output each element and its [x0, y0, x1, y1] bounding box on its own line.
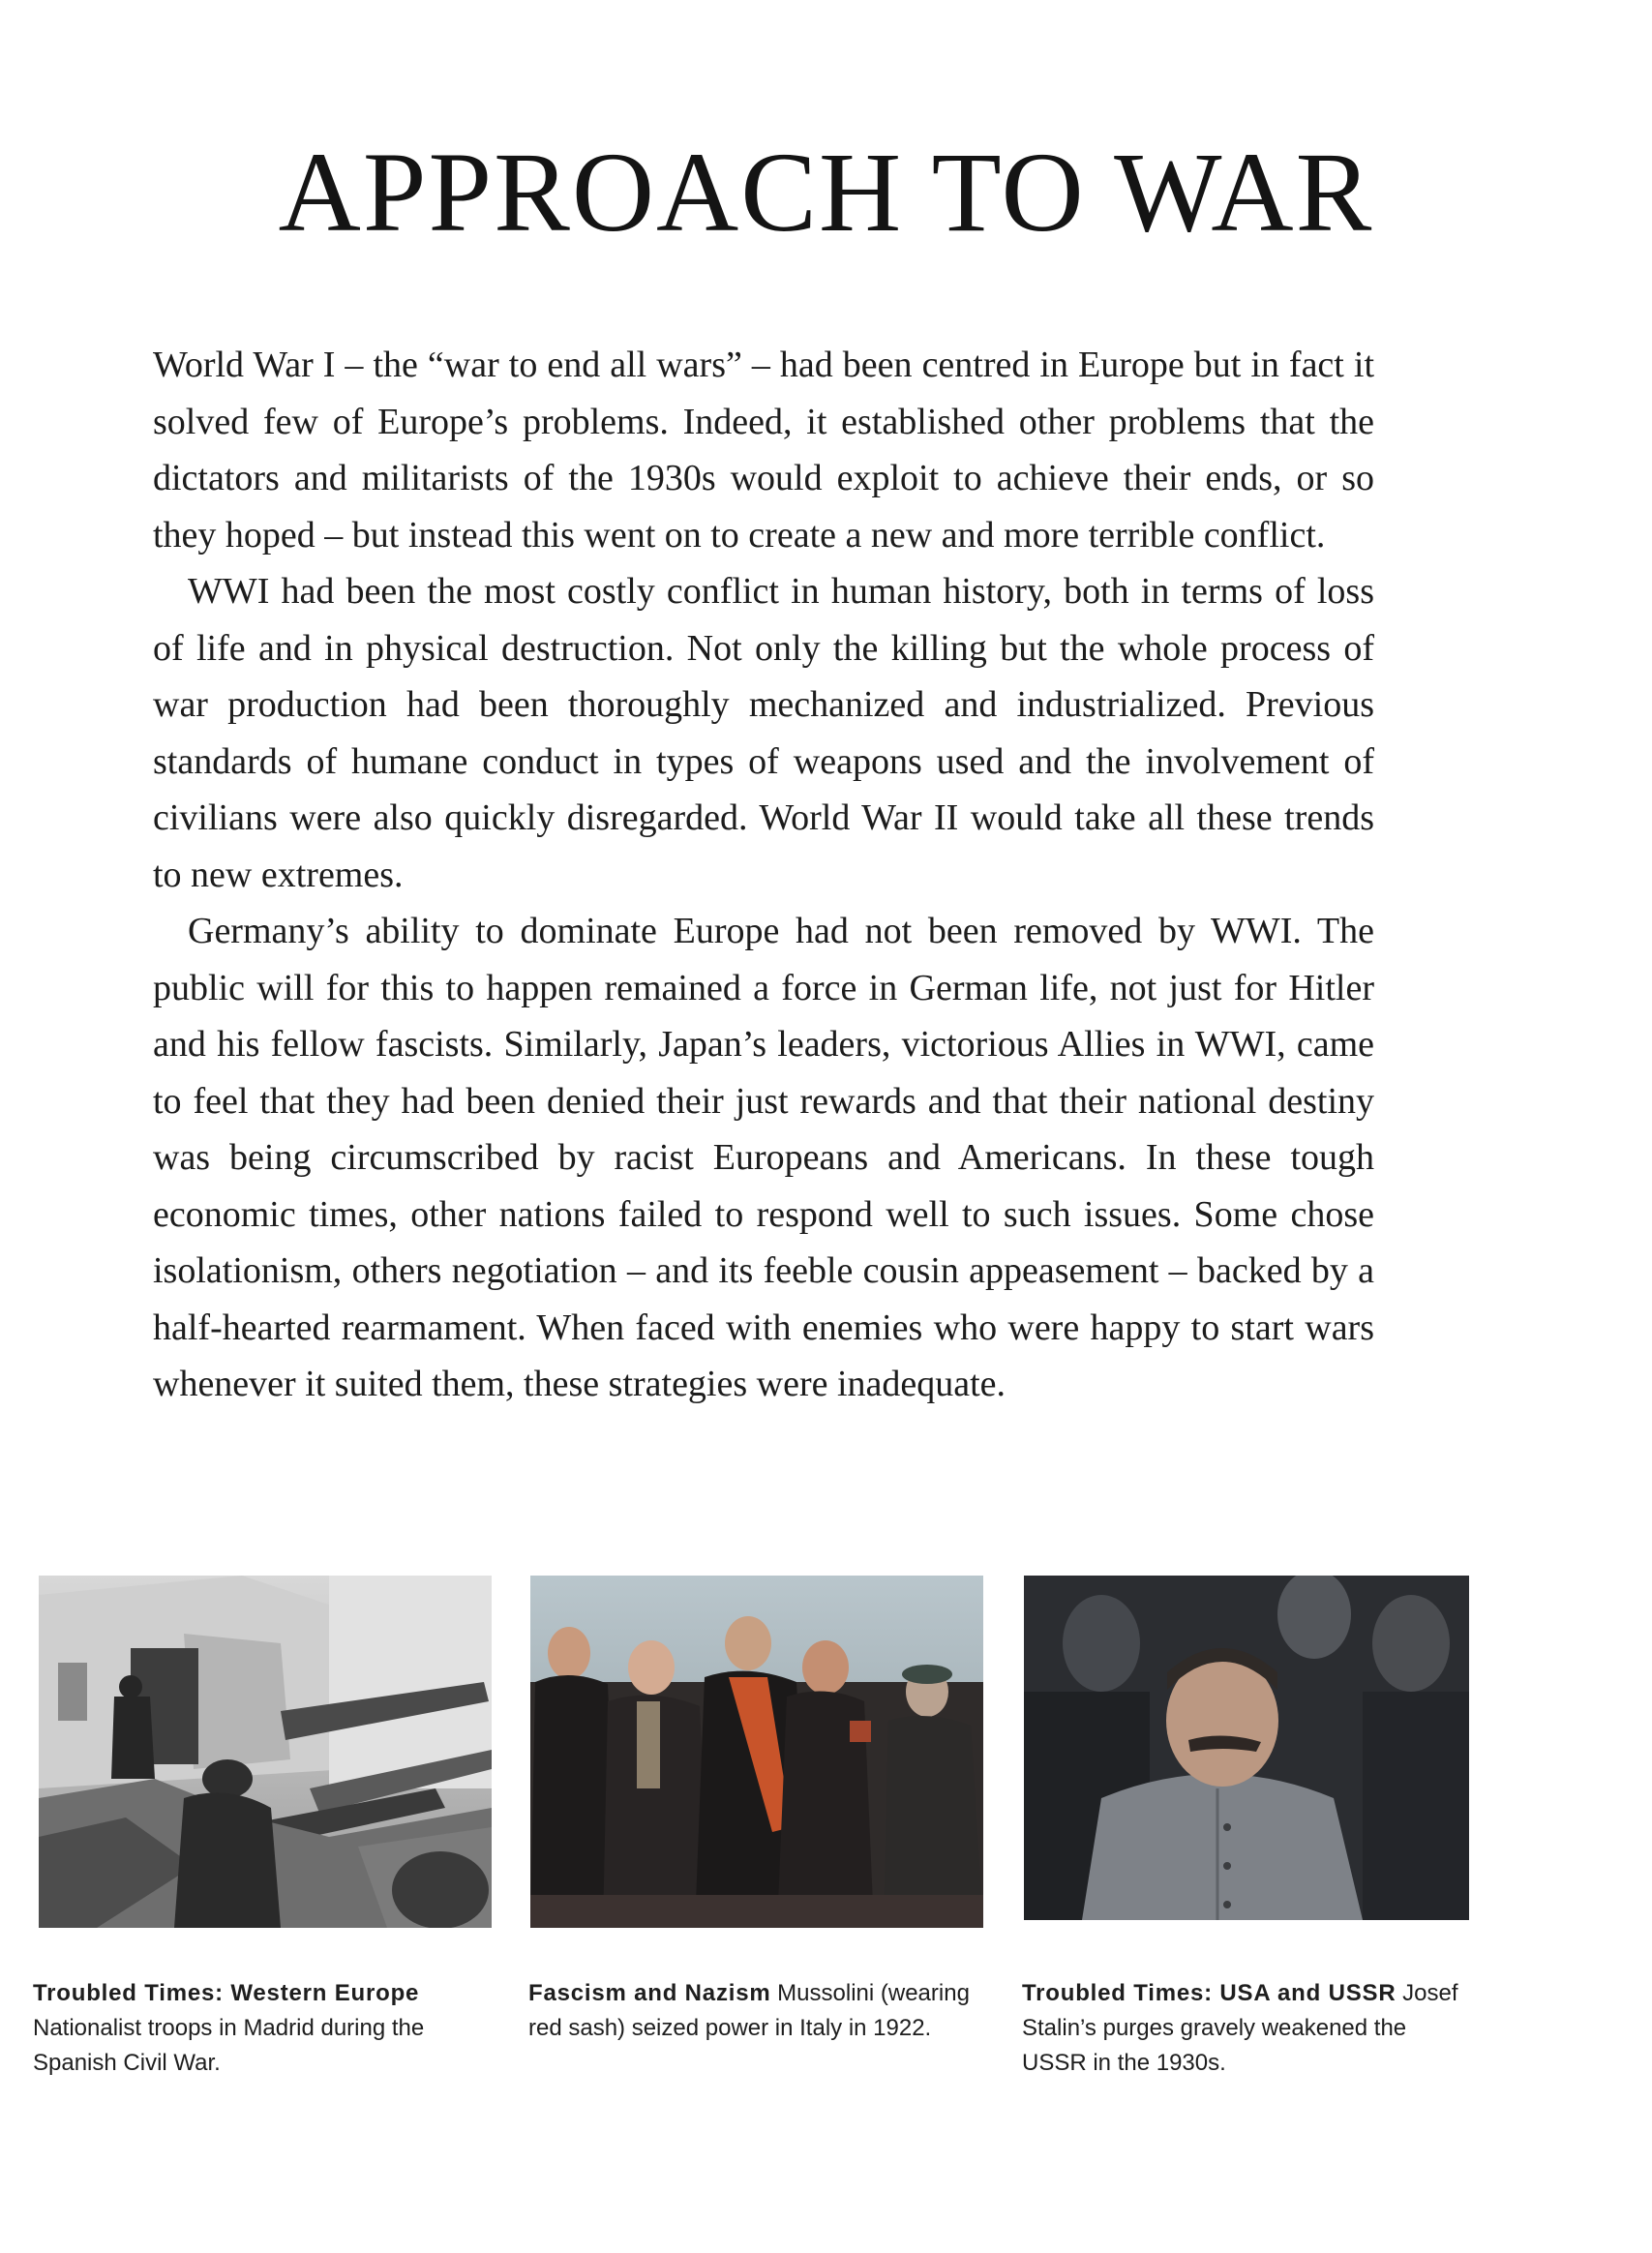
caption-title: Fascism and Nazism	[528, 1980, 771, 2006]
photo-stalin	[1024, 1576, 1469, 1920]
photo-spanish-civil-war	[39, 1576, 492, 1928]
paragraph-1: World War I – the “war to end all wars” – had been centred in Europe but in fact it solved few of Europe’s problems. Indeed, it established other problems that the dictators and militarists of the 1930s would exploit to achieve their ends, or so they hoped – but instead this went on to create a new and more terrible conflict.	[153, 345, 1374, 556]
photo-mussolini-march	[530, 1576, 983, 1928]
caption-text: Nationalist troops in Madrid during the Spanish Civil War.	[33, 2015, 425, 2076]
caption-usa-ussr	[1022, 1976, 1477, 2081]
caption-title: Troubled Times: USA and USSR	[1022, 1980, 1397, 2006]
paragraph-2: WWI had been the most costly conflict in human history, both in terms of loss of life and in physical destruction. Not only the killing but the whole process of war production had been thoroughly mechanized and industrialized. Previous standards of humane conduct in types of weapons used and the involvement of civilians were also quickly disregarded. World War II would take all these trends to new extremes.	[153, 571, 1374, 895]
article-body	[153, 337, 1374, 1413]
caption-title: Troubled Times: Western Europe	[33, 1980, 420, 2006]
caption-text: Josef Stalin’s purges gravely weakened the USSR in the 1930s.	[1022, 1980, 1458, 2076]
page-title: APPROACH TO WAR	[278, 129, 1374, 255]
caption-text: Mussolini (wearing red sash) seized power in Italy in 1922.	[528, 1980, 970, 2041]
caption-fascism-nazism	[528, 1976, 983, 2046]
paragraph-3: Germany’s ability to dominate Europe had not been removed by WWI. The public will for this to happen remained a force in German life, not just for Hitler and his fellow fascists. Similarly, Japan’s leaders, victorious Allies in WWI, came to feel that they had been denied their just rewards and that their national destiny was being circumscribed by racist Europeans and Americans. In these tough economic times, other nations failed to respond well to such issues. Some chose isolationism, others negotiation – and its feeble cousin appeasement – backed by a half-hearted rearmament. When faced with enemies who were happy to start wars whenever it suited them, these strategies were inadequate.	[153, 911, 1374, 1404]
caption-western-europe	[33, 1976, 488, 2081]
